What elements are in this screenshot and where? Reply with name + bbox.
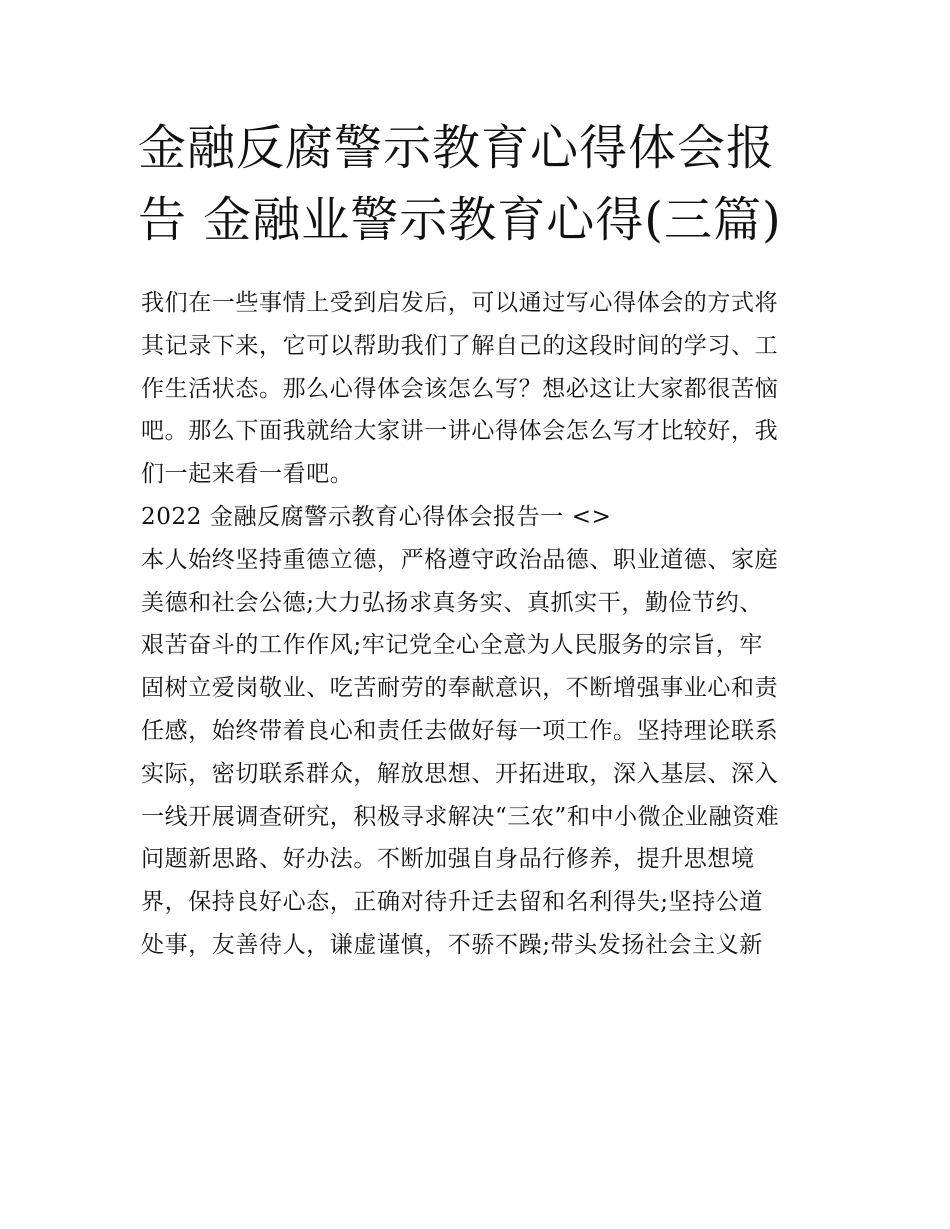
section-line: 美德和社会公德;大力弘扬求真务实、真抓实干，勤俭节约、 bbox=[141, 589, 763, 616]
intro-paragraph bbox=[141, 282, 821, 496]
title-line: 金融反腐警示教育心得体会报 bbox=[138, 120, 776, 176]
section-heading: 2022 金融反腐警示教育心得体会报告一 <> bbox=[141, 503, 612, 530]
intro-line: 们一起来看一看吧。 bbox=[141, 461, 354, 488]
section-paragraph bbox=[141, 539, 821, 967]
section-line: 艰苦奋斗的工作作风;牢记党全心全意为人民服务的宗旨，牢 bbox=[141, 632, 763, 659]
intro-line: 作生活状态。那么心得体会该怎么写？想必这让大家都很苦恼 bbox=[141, 375, 779, 402]
section-line: 本人始终坚持重德立德，严格遵守政治品德、职业道德、家庭 bbox=[141, 546, 779, 573]
section-line: 任感，始终带着良心和责任去做好每一项工作。坚持理论联系 bbox=[141, 717, 779, 744]
intro-line: 我们在一些事情上受到启发后，可以通过写心得体会的方式将 bbox=[141, 290, 779, 316]
intro-line: 吧。那么下面我就给大家讲一讲心得体会怎么写才比较好，我 bbox=[141, 418, 779, 445]
section-line: 问题新思路、好办法。不断加强自身品行修养，提升思想境 bbox=[141, 846, 755, 873]
section-line: 处事，友善待人，谦虚谨慎，不骄不躁;带头发扬社会主义新 bbox=[141, 931, 763, 958]
section-line: 实际，密切联系群众，解放思想、开拓进取，深入基层、深入 bbox=[141, 760, 779, 787]
document-body bbox=[141, 282, 821, 967]
section-line: 界，保持良好心态，正确对待升迁去留和名利得失;坚持公道 bbox=[141, 889, 763, 916]
title-line: 告 金融业警示教育心得(三篇) bbox=[138, 192, 782, 248]
document-title bbox=[138, 112, 818, 256]
intro-line: 其记录下来，它可以帮助我们了解自己的这段时间的学习、工 bbox=[141, 332, 779, 359]
section-line: 一线开展调查研究，积极寻求解决“三农”和中小微企业融资难 bbox=[141, 803, 780, 830]
section-line: 固树立爱岗敬业、吃苦耐劳的奉献意识，不断增强事业心和责 bbox=[141, 675, 779, 702]
